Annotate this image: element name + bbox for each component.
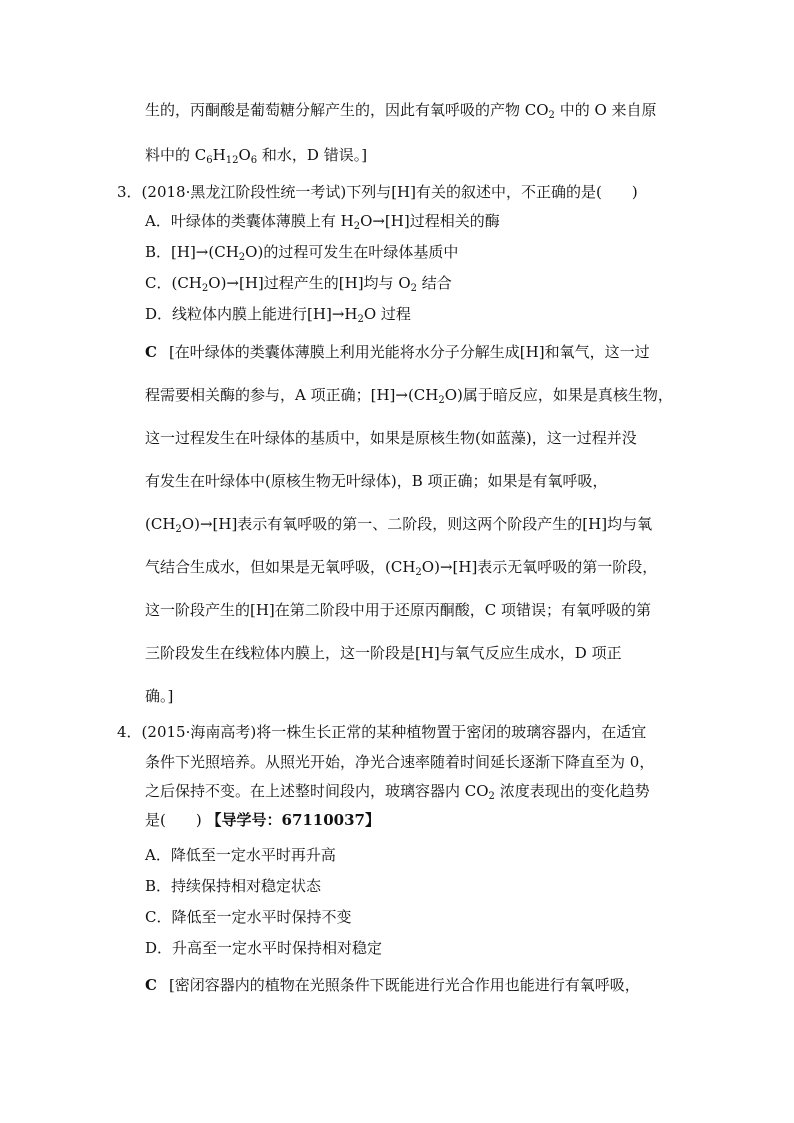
q4-explanation-line-1: C [密闭容器内的植物在光照条件下既能进行光合作用也能进行有氧呼吸， bbox=[145, 976, 640, 994]
q4-stem-line-2: 条件下光照培养。从照光开始，净光合速率随着时间延长逐渐下降直至为 0， bbox=[145, 753, 655, 771]
q3-explanation-line-6: 气结合生成水，但如果是无氧呼吸，$(CH_2O)\to[H]$表示无氧呼吸的第一阶段， bbox=[145, 558, 658, 578]
prev-answer-line-1: 生的，丙酮酸是葡萄糖分解产生的，因此有氧呼吸的产物 $CO_2$ 中的 O 来自原 bbox=[145, 101, 657, 121]
q4-option-a: A．降低至一定水平时再升高 bbox=[145, 846, 336, 864]
q3-explanation-line-4: 有发生在叶绿体中(原核生物无叶绿体)，B 项正确；如果是有氧呼吸， bbox=[145, 472, 608, 490]
q4-option-b: B．持续保持相对稳定状态 bbox=[145, 877, 322, 895]
prev-answer-line-2: 料中的 $C_6H_{12}O_6$ 和水，D 错误。] bbox=[145, 146, 368, 166]
q3-option-d: D．线粒体内膜上能进行$[H]\to H_2O$ 过程 bbox=[145, 305, 411, 325]
q3-stem: 3．(2018·黑龙江阶段性统一考试)下列与[H]有关的叙述中，不正确的是( ) bbox=[117, 183, 638, 201]
q4-stem-line-1: 4．(2015·海南高考)将一株生长正常的某种植物置于密闭的玻璃容器内，在适宜 bbox=[117, 723, 647, 741]
q3-option-a: A．叶绿体的类囊体薄膜上有 $H_2O\to[H]$过程相关的酶 bbox=[145, 212, 500, 232]
q4-stem-line-3: 之后保持不变。在上述整时间段内，玻璃容器内 $CO_2$ 浓度表现出的变化趋势 bbox=[145, 782, 650, 802]
q4-option-c: C．降低至一定水平时保持不变 bbox=[145, 908, 352, 926]
q3-explanation-line-8: 三阶段发生在线粒体内膜上，这一阶段是[H]与氧气反应生成水，D 项正 bbox=[145, 644, 622, 662]
q4-answer: C bbox=[145, 976, 157, 994]
q3-explanation-line-5: $(CH_2O)\to[H]$表示有氧呼吸的第一、二阶段，则这两个阶段产生的[H]均与氧 bbox=[145, 515, 653, 535]
q3-explanation-line-1: C [在叶绿体的类囊体薄膜上利用光能将水分子分解生成[H]和氧气，这一过 bbox=[145, 343, 650, 361]
q3-option-b: B．$[H]\to(CH_2O)$的过程可发生在叶绿体基质中 bbox=[145, 243, 459, 263]
q4-stem-line-4: 是( ) 【导学号：67110037】 bbox=[145, 811, 380, 829]
q3-answer: C bbox=[145, 343, 157, 361]
q3-option-c: C．$(CH_2O)\to[H]$过程产生的[H]均与 $O_2$ 结合 bbox=[145, 274, 452, 294]
q3-explanation-line-7: 这一阶段产生的[H]在第二阶段中用于还原丙酮酸，C 项错误；有氧呼吸的第 bbox=[145, 601, 652, 619]
guide-code: 【导学号：67110037】 bbox=[206, 811, 380, 829]
q3-explanation-line-9: 确。] bbox=[145, 687, 174, 705]
q4-option-d: D．升高至一定水平时保持相对稳定 bbox=[145, 939, 383, 957]
q3-explanation-line-2: 程需要相关酶的参与，A 项正确；$[H]\to(CH_2O)$属于暗反应，如果是真核生物， bbox=[145, 386, 673, 406]
q3-explanation-line-3: 这一过程发生在叶绿体的基质中，如果是原核生物(如蓝藻)，这一过程并没 bbox=[145, 429, 637, 447]
